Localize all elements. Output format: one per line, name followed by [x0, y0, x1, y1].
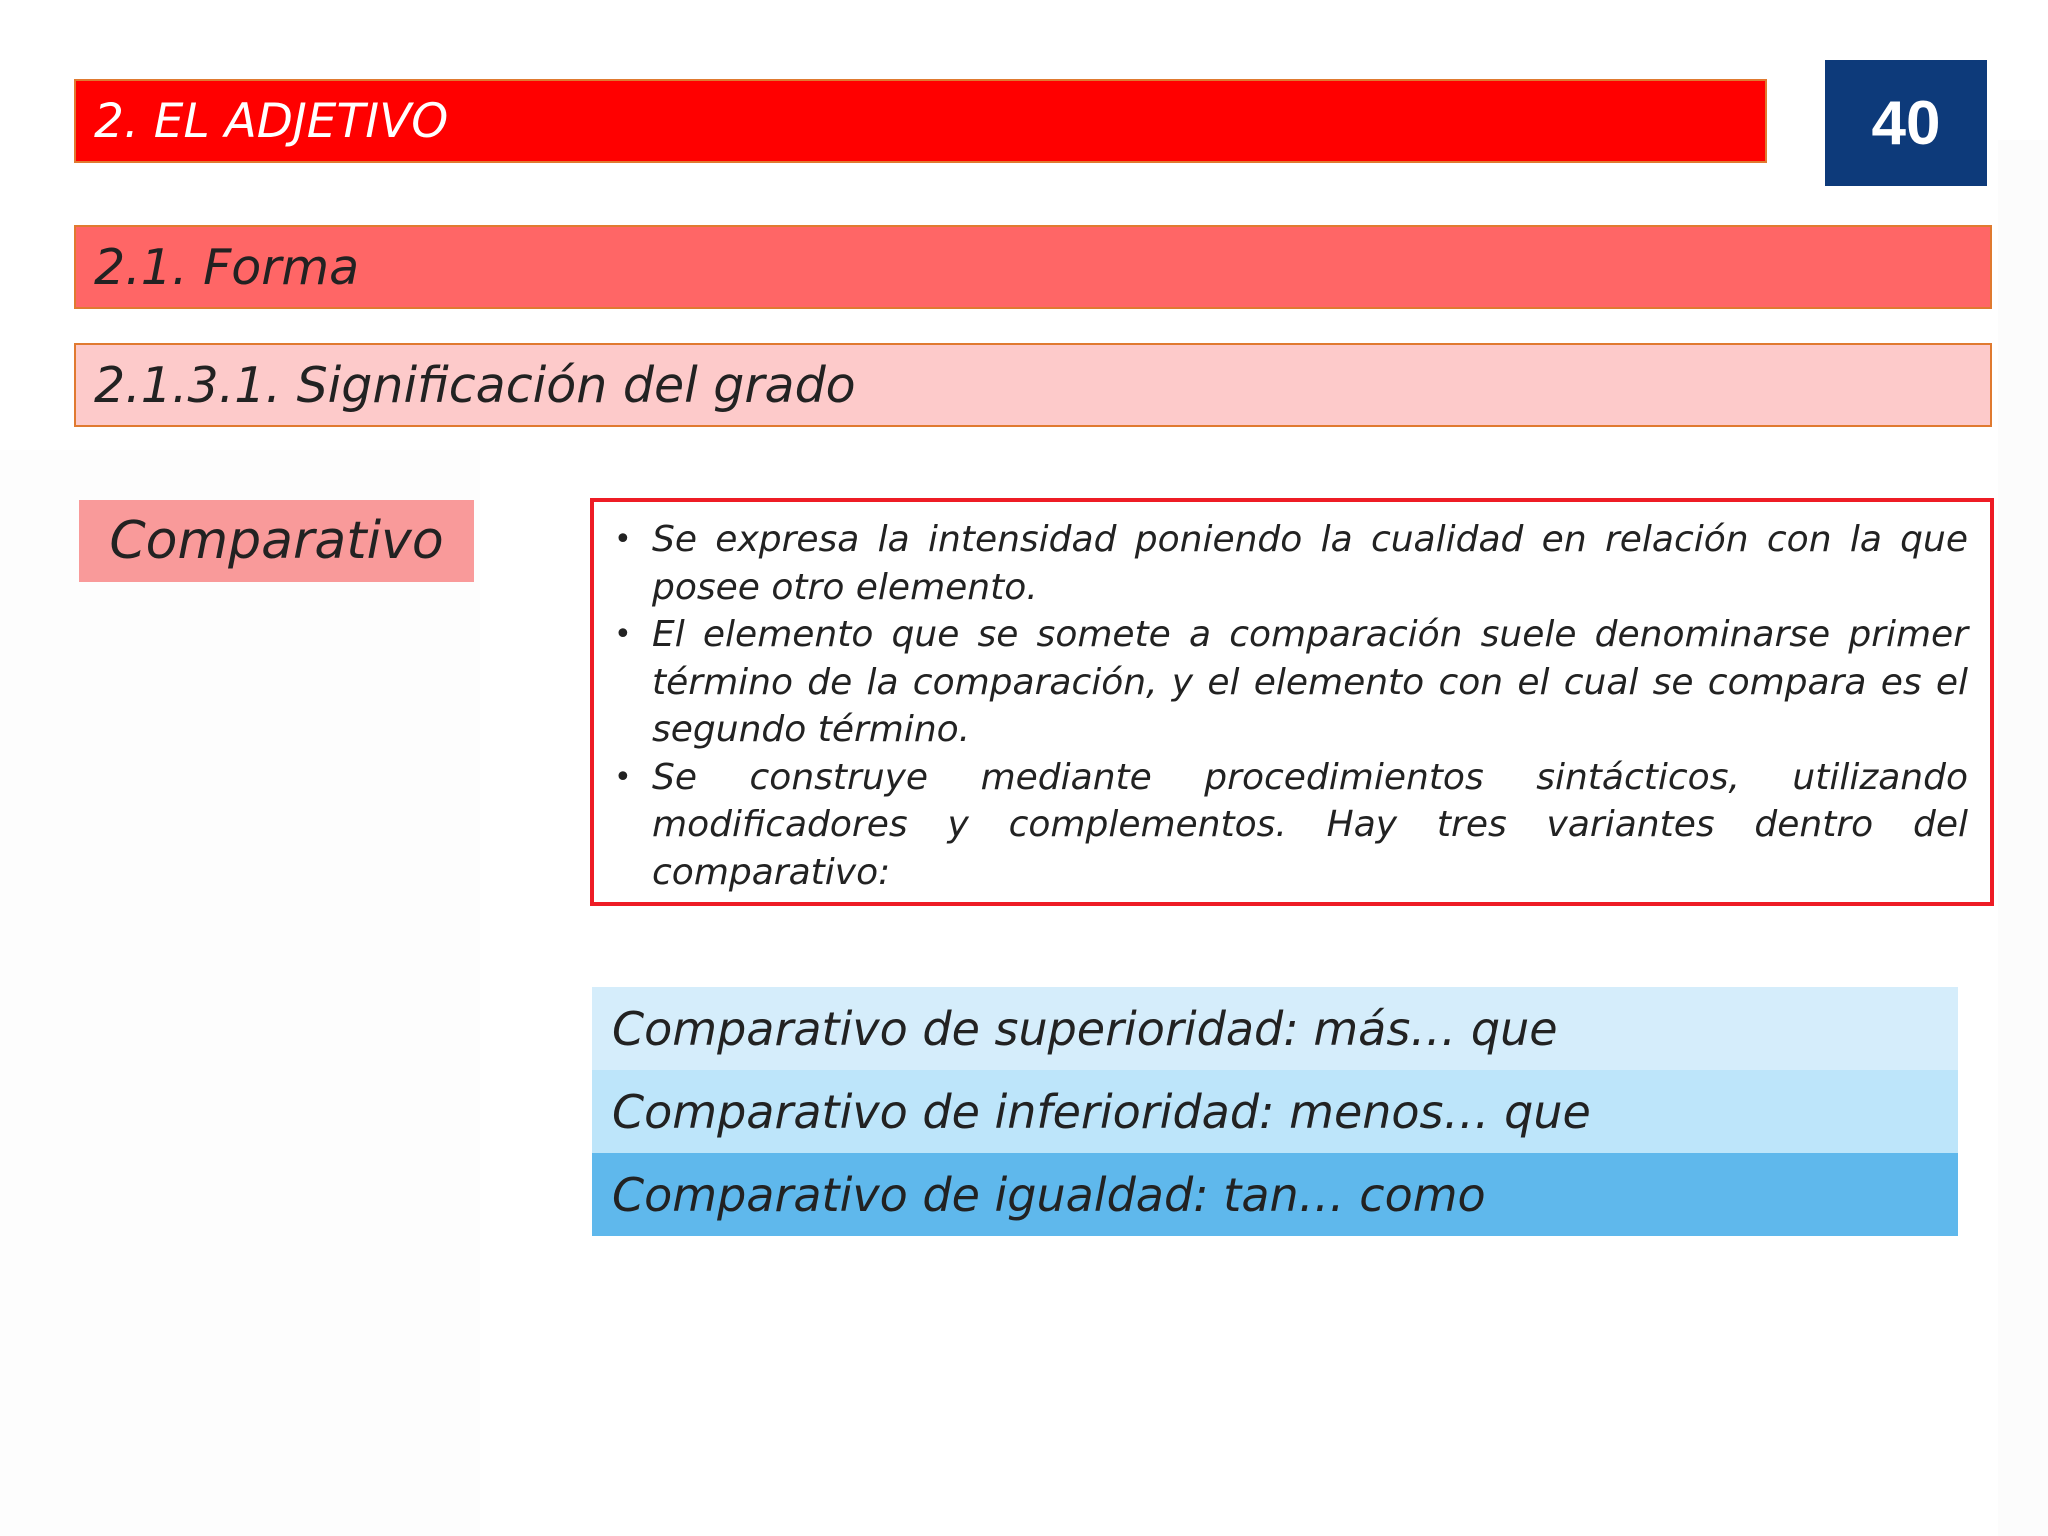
page-number-badge — [1825, 60, 1987, 186]
bullet-item — [614, 611, 1968, 754]
slide-title: 2. EL ADJETIVO — [94, 93, 449, 149]
variant-row-inferiority — [592, 1070, 1958, 1153]
page-number: 40 — [1871, 88, 1941, 158]
bullet-text: Se expresa la intensidad poniendo la cualidad en relación con la que posee otro elemento. — [652, 519, 1968, 608]
section-subsubtitle-bar — [74, 343, 1992, 427]
bullet-dot-icon: • — [614, 522, 632, 557]
variant-text: Comparativo de inferioridad: menos… que — [612, 1084, 1591, 1139]
topic-label: Comparativo — [109, 511, 444, 571]
variant-text: Comparativo de igualdad: tan… como — [612, 1167, 1486, 1222]
bullet-item — [614, 516, 1968, 611]
bullet-dot-icon: • — [614, 759, 632, 795]
background-shade-left — [0, 450, 480, 1536]
bullet-dot-icon: • — [614, 617, 632, 652]
variant-row-equality — [592, 1153, 1958, 1236]
bullet-item — [614, 754, 1968, 897]
section-subtitle: 2.1. Forma — [94, 238, 360, 296]
bullet-list — [614, 516, 1968, 896]
bullet-text: Se construye mediante procedimientos sintácticos, utilizando modificadores y complementos. Hay tres variantes dentro del comparativo: — [652, 756, 1968, 893]
bullet-text: El elemento que se somete a comparación suele denominarse primer término de la comparación, y el elemento con el cual se compara es el segundo término. — [652, 614, 1968, 750]
section-subsubtitle: 2.1.3.1. Significación del grado — [94, 356, 856, 414]
section-subtitle-bar — [74, 225, 1992, 309]
definition-box — [590, 498, 1994, 906]
variant-text: Comparativo de superioridad: más… que — [612, 1001, 1558, 1056]
variant-row-superiority — [592, 987, 1958, 1070]
background-shade-right — [1998, 140, 2048, 1536]
topic-label-box — [79, 500, 474, 582]
slide-title-bar — [74, 79, 1767, 163]
